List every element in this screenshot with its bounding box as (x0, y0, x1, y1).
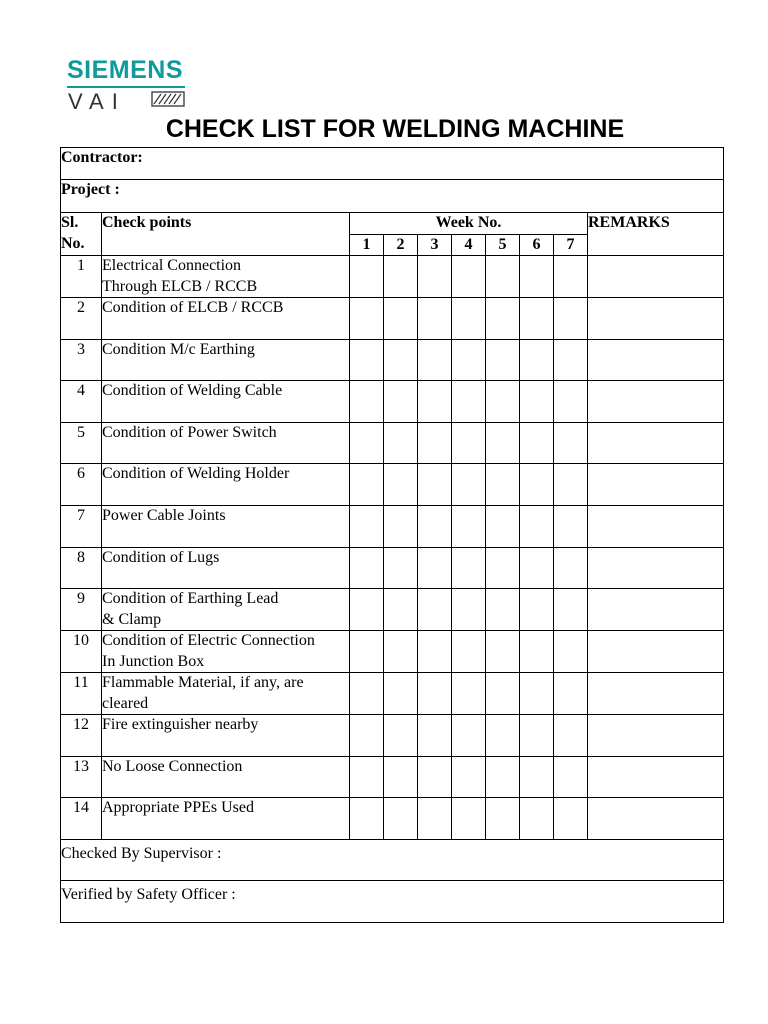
week-check-cell[interactable] (384, 339, 418, 381)
week-number-header: 6 (520, 234, 554, 256)
week-check-cell[interactable] (418, 673, 452, 715)
week-check-cell[interactable] (486, 673, 520, 715)
week-check-cell[interactable] (384, 673, 418, 715)
signature-row (61, 881, 724, 923)
row-check-point: Electrical Connection Through ELCB / RCCB (102, 256, 350, 298)
week-check-cell[interactable] (486, 464, 520, 506)
row-sl-number: 1 (61, 256, 102, 298)
remarks-cell[interactable] (588, 631, 724, 673)
remarks-cell[interactable] (588, 589, 724, 631)
table-row (61, 798, 724, 840)
week-check-cell[interactable] (350, 422, 384, 464)
week-check-cell[interactable] (554, 631, 588, 673)
week-check-cell[interactable] (554, 381, 588, 423)
week-check-cell[interactable] (418, 381, 452, 423)
week-check-cell[interactable] (452, 298, 486, 340)
week-check-cell[interactable] (554, 756, 588, 798)
row-sl-number: 6 (61, 464, 102, 506)
week-check-cell[interactable] (452, 464, 486, 506)
week-check-cell[interactable] (350, 464, 384, 506)
week-check-cell[interactable] (554, 715, 588, 757)
week-check-cell[interactable] (384, 505, 418, 547)
week-number-header: 3 (418, 234, 452, 256)
table-row (61, 339, 724, 381)
week-number-header: 7 (554, 234, 588, 256)
row-sl-number: 2 (61, 298, 102, 340)
row-sl-number: 12 (61, 715, 102, 757)
table-row (61, 756, 724, 798)
week-number-header: 2 (384, 234, 418, 256)
header-row (61, 213, 724, 235)
week-check-cell[interactable] (486, 756, 520, 798)
week-check-cell[interactable] (418, 256, 452, 298)
week-check-cell[interactable] (350, 381, 384, 423)
signature-row (61, 839, 724, 881)
week-check-cell[interactable] (486, 589, 520, 631)
week-check-cell[interactable] (520, 756, 554, 798)
week-check-cell[interactable] (350, 715, 384, 757)
row-check-point: Condition of Lugs (102, 547, 350, 589)
week-check-cell[interactable] (452, 505, 486, 547)
week-check-cell[interactable] (554, 673, 588, 715)
remarks-header: REMARKS (588, 213, 724, 256)
table-row (61, 547, 724, 589)
week-check-cell[interactable] (554, 339, 588, 381)
week-number-header: 1 (350, 234, 384, 256)
week-check-cell[interactable] (520, 298, 554, 340)
logo-sub: VAI (68, 89, 126, 114)
row-sl-number: 11 (61, 673, 102, 715)
sl-no-header: Sl. No. (61, 213, 102, 256)
week-check-cell[interactable] (350, 673, 384, 715)
row-sl-number: 10 (61, 631, 102, 673)
week-check-cell[interactable] (350, 756, 384, 798)
week-check-cell[interactable] (418, 631, 452, 673)
row-sl-number: 5 (61, 422, 102, 464)
table-row (61, 298, 724, 340)
row-check-point: Appropriate PPEs Used (102, 798, 350, 840)
remarks-cell[interactable] (588, 422, 724, 464)
row-sl-number: 3 (61, 339, 102, 381)
week-check-cell[interactable] (452, 673, 486, 715)
week-check-cell[interactable] (350, 589, 384, 631)
contractor-row (61, 148, 724, 180)
week-check-cell[interactable] (452, 256, 486, 298)
remarks-cell[interactable] (588, 798, 724, 840)
week-check-cell[interactable] (384, 256, 418, 298)
row-check-point: Condition of ELCB / RCCB (102, 298, 350, 340)
week-number-header: 5 (486, 234, 520, 256)
week-check-cell[interactable] (520, 798, 554, 840)
week-check-cell[interactable] (350, 505, 384, 547)
week-check-cell[interactable] (452, 422, 486, 464)
week-check-cell[interactable] (384, 798, 418, 840)
week-check-cell[interactable] (486, 256, 520, 298)
remarks-cell[interactable] (588, 464, 724, 506)
table-row (61, 715, 724, 757)
week-check-cell[interactable] (486, 631, 520, 673)
week-check-cell[interactable] (418, 505, 452, 547)
week-check-cell[interactable] (418, 589, 452, 631)
week-check-cell[interactable] (554, 422, 588, 464)
week-check-cell[interactable] (418, 422, 452, 464)
table-row (61, 422, 724, 464)
week-check-cell[interactable] (520, 715, 554, 757)
week-check-cell[interactable] (452, 756, 486, 798)
week-number-header: 4 (452, 234, 486, 256)
week-check-cell[interactable] (384, 547, 418, 589)
week-check-cell[interactable] (384, 589, 418, 631)
week-check-cell[interactable] (486, 505, 520, 547)
week-check-cell[interactable] (486, 798, 520, 840)
remarks-cell[interactable] (588, 715, 724, 757)
table-row (61, 464, 724, 506)
remarks-cell[interactable] (588, 547, 724, 589)
week-check-cell[interactable] (350, 339, 384, 381)
page-title: CHECK LIST FOR WELDING MACHINE (165, 115, 625, 143)
row-sl-number: 9 (61, 589, 102, 631)
week-check-cell[interactable] (520, 505, 554, 547)
week-check-cell[interactable] (520, 631, 554, 673)
row-check-point: Condition of Power Switch (102, 422, 350, 464)
week-check-cell[interactable] (452, 715, 486, 757)
week-check-cell[interactable] (520, 256, 554, 298)
check-points-header: Check points (102, 213, 350, 256)
remarks-cell[interactable] (588, 298, 724, 340)
week-check-cell[interactable] (554, 589, 588, 631)
week-check-cell[interactable] (350, 798, 384, 840)
remarks-cell[interactable] (588, 256, 724, 298)
project-field[interactable]: Project : (61, 180, 724, 213)
week-check-cell[interactable] (384, 715, 418, 757)
checked-by-supervisor-field[interactable]: Checked By Supervisor : (61, 839, 724, 881)
week-check-cell[interactable] (350, 256, 384, 298)
row-check-point: Condition of Earthing Lead & Clamp (102, 589, 350, 631)
week-check-cell[interactable] (486, 715, 520, 757)
row-sl-number: 7 (61, 505, 102, 547)
week-check-cell[interactable] (384, 381, 418, 423)
row-sl-number: 13 (61, 756, 102, 798)
week-check-cell[interactable] (520, 422, 554, 464)
week-check-cell[interactable] (418, 339, 452, 381)
week-check-cell[interactable] (554, 798, 588, 840)
week-check-cell[interactable] (554, 547, 588, 589)
remarks-cell[interactable] (588, 756, 724, 798)
week-check-cell[interactable] (520, 381, 554, 423)
week-check-cell[interactable] (418, 464, 452, 506)
row-sl-number: 4 (61, 381, 102, 423)
week-check-cell[interactable] (520, 464, 554, 506)
week-check-cell[interactable] (350, 631, 384, 673)
vai-wave-mark-icon (151, 91, 185, 107)
remarks-cell[interactable] (588, 505, 724, 547)
week-check-cell[interactable] (452, 589, 486, 631)
table-row (61, 589, 724, 631)
week-check-cell[interactable] (554, 464, 588, 506)
week-check-cell[interactable] (418, 715, 452, 757)
week-check-cell[interactable] (384, 631, 418, 673)
week-check-cell[interactable] (350, 547, 384, 589)
row-sl-number: 14 (61, 798, 102, 840)
week-check-cell[interactable] (486, 298, 520, 340)
week-check-cell[interactable] (554, 505, 588, 547)
row-check-point: No Loose Connection (102, 756, 350, 798)
logo-divider (67, 86, 185, 88)
week-check-cell[interactable] (486, 381, 520, 423)
row-sl-number: 8 (61, 547, 102, 589)
week-check-cell[interactable] (486, 422, 520, 464)
week-check-cell[interactable] (384, 298, 418, 340)
week-check-cell[interactable] (452, 381, 486, 423)
remarks-cell[interactable] (588, 381, 724, 423)
verified-by-safety-officer-field[interactable]: Verified by Safety Officer : (61, 881, 724, 923)
week-check-cell[interactable] (486, 339, 520, 381)
logo-brand: SIEMENS (67, 56, 184, 84)
week-check-cell[interactable] (554, 298, 588, 340)
week-check-cell[interactable] (384, 464, 418, 506)
table-row (61, 505, 724, 547)
siemens-vai-logo (67, 56, 184, 114)
project-row (61, 180, 724, 213)
table-row (61, 256, 724, 298)
contractor-field[interactable]: Contractor: (61, 148, 724, 180)
remarks-cell[interactable] (588, 339, 724, 381)
remarks-cell[interactable] (588, 673, 724, 715)
week-check-cell[interactable] (418, 798, 452, 840)
week-check-cell[interactable] (418, 298, 452, 340)
row-check-point: Flammable Material, if any, are cleared (102, 673, 350, 715)
week-check-cell[interactable] (350, 298, 384, 340)
row-check-point: Condition of Electric Connection In Junction Box (102, 631, 350, 673)
week-check-cell[interactable] (520, 589, 554, 631)
week-check-cell[interactable] (452, 798, 486, 840)
row-check-point: Condition of Welding Holder (102, 464, 350, 506)
week-check-cell[interactable] (452, 339, 486, 381)
table-row (61, 631, 724, 673)
week-check-cell[interactable] (554, 256, 588, 298)
week-check-cell[interactable] (384, 422, 418, 464)
week-check-cell[interactable] (452, 631, 486, 673)
table-row (61, 381, 724, 423)
row-check-point: Condition M/c Earthing (102, 339, 350, 381)
week-check-cell[interactable] (520, 673, 554, 715)
week-check-cell[interactable] (418, 547, 452, 589)
week-check-cell[interactable] (418, 756, 452, 798)
table-row (61, 673, 724, 715)
row-check-point: Fire extinguisher nearby (102, 715, 350, 757)
week-check-cell[interactable] (486, 547, 520, 589)
week-check-cell[interactable] (520, 547, 554, 589)
row-check-point: Condition of Welding Cable (102, 381, 350, 423)
week-no-header: Week No. (350, 213, 588, 235)
checklist-table (60, 147, 724, 923)
week-check-cell[interactable] (520, 339, 554, 381)
week-check-cell[interactable] (384, 756, 418, 798)
row-check-point: Power Cable Joints (102, 505, 350, 547)
week-check-cell[interactable] (452, 547, 486, 589)
